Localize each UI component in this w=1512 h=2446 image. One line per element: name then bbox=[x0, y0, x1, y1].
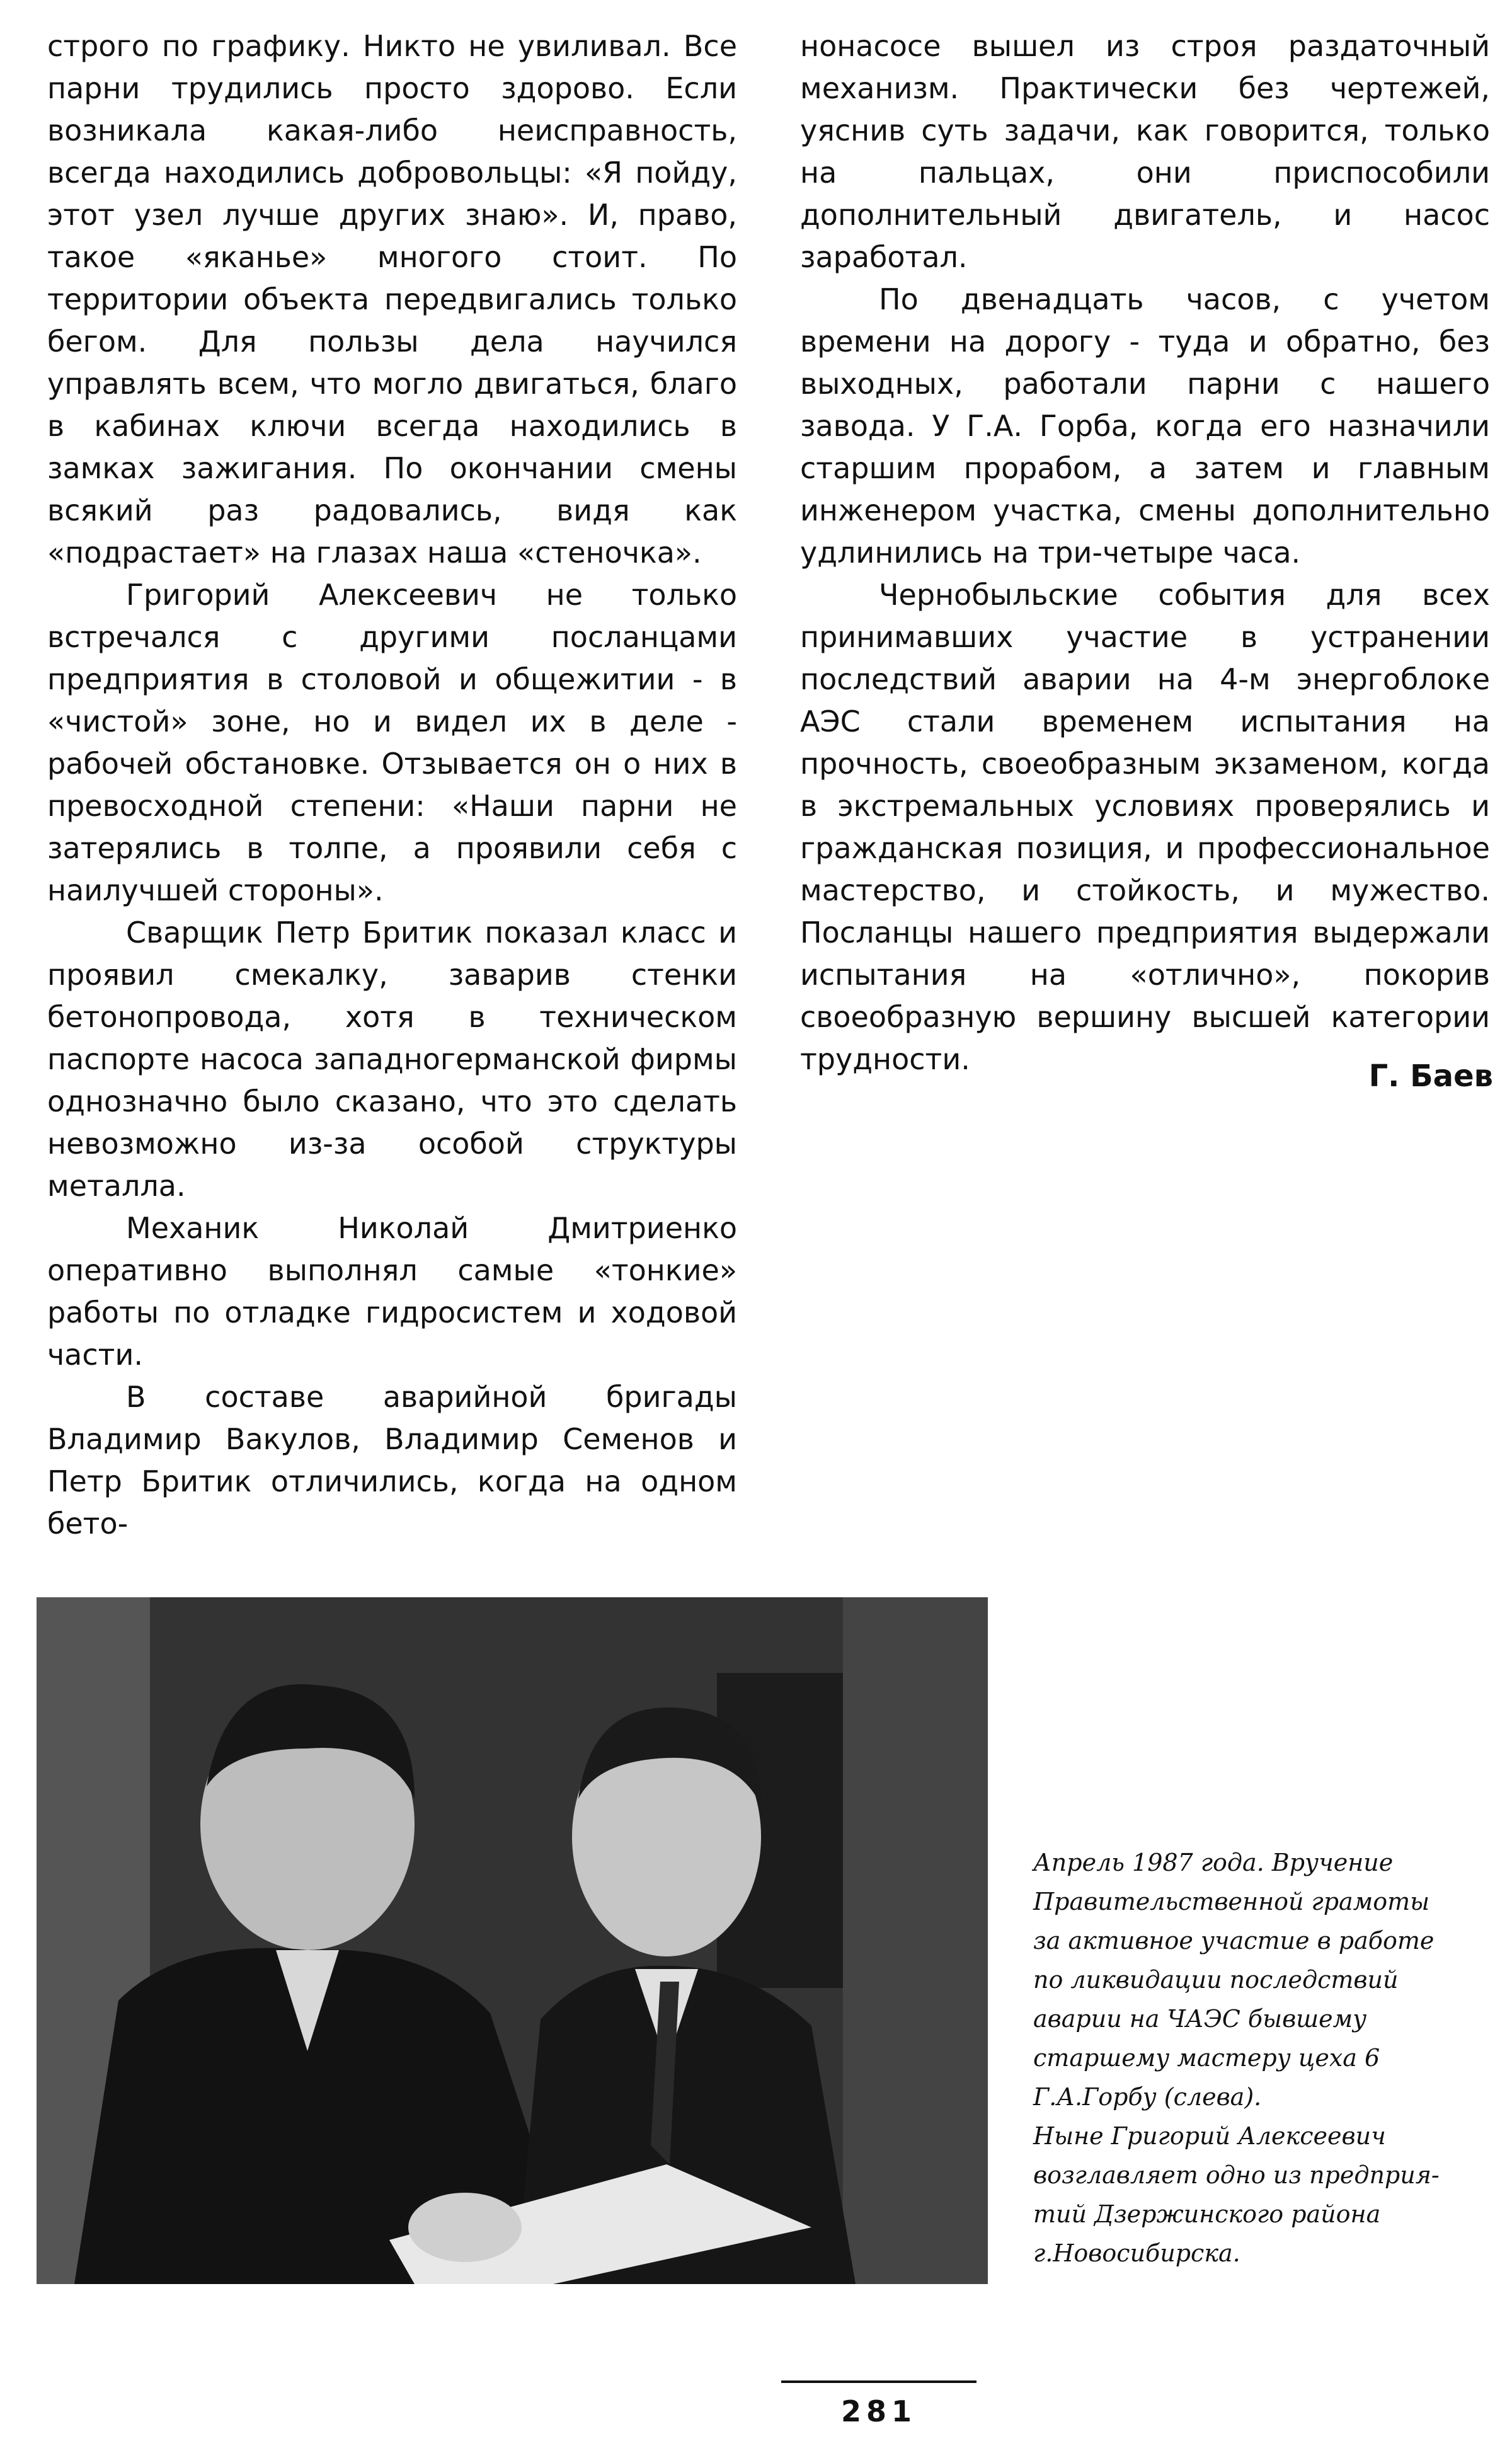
caption-line: г.Новосибирска. bbox=[1033, 2239, 1240, 2267]
paragraph: Сварщик Петр Бритик показал класс и проявил смекалку, заварив стенки бетонопровода, хотя в техническом паспорте насоса западногерманской фирмы однозначно было сказано, что это сделать невозможно из-за особой структуры металла. bbox=[47, 916, 737, 1203]
caption-line: Правительственной грамоты bbox=[1033, 1888, 1430, 1915]
paragraph: строго по графику. Никто не увиливал. Все парни трудились просто здорово. Если возникала какая-либо неисправность, всегда находились добровольцы: «Я пойду, этот узел лучше других знаю». И, право, такое «яканье» многого стоит. По территории объекта передвигались только бегом. Для пользы дела научился управлять всем, что могло двигаться, благо в кабинах ключи всегда находились в замках зажигания. По окончании смены всякий раз радовались, видя как «подрастает» на глазах наша «стеночка». bbox=[47, 29, 737, 570]
paragraph: В составе аварийной бригады Владимир Вакулов, Владимир Семенов и Петр Бритик отличились, когда на одном бето- bbox=[47, 1380, 737, 1541]
author-signature: Г. Баев bbox=[1368, 1059, 1493, 1094]
paragraph: Чернобыльские события для всех принимавших участие в устранении последствий аварии на 4-м энергоблоке АЭС стали временем испытания на прочность, своеобразным экзаменом, когда в экстремальных условиях проверялись и гражданская позиция, и профессиональное мастерство, и стойкость, и мужество. Посланцы нашего предприятия выдержали испытания на «отлично», покорив своеобразную вершину высшей категории трудности. bbox=[800, 578, 1490, 1076]
caption-line: тий Дзержинского района bbox=[1033, 2200, 1381, 2228]
photo-caption bbox=[1033, 1843, 1499, 2273]
paragraph: Механик Николай Дмитриенко оперативно выполнял самые «тонкие» работы по отладке гидросистем и ходовой части. bbox=[47, 1211, 737, 1372]
footer-rule bbox=[781, 2380, 976, 2383]
caption-line: старшему мастеру цеха 6 bbox=[1033, 2044, 1380, 2072]
right-column bbox=[800, 25, 1490, 1081]
caption-line: Апрель 1987 года. Вручение bbox=[1033, 1849, 1394, 1876]
caption-line: возглавляет одно из предприя- bbox=[1033, 2161, 1440, 2189]
caption-line: аварии на ЧАЭС бывшему bbox=[1033, 2005, 1367, 2033]
award-photo bbox=[37, 1597, 988, 2284]
left-column bbox=[47, 25, 737, 1545]
paragraph: По двенадцать часов, с учетом времени на дорогу - туда и обратно, без выходных, работали парни с нашего завода. У Г.А. Горба, когда его назначили старшим прорабом, а затем и главным инженером участка, смены дополнительно удлинились на три-четыре часа. bbox=[800, 282, 1490, 570]
caption-line: Г.А.Горбу (слева). bbox=[1033, 2083, 1262, 2111]
caption-line: за активное участие в работе bbox=[1033, 1927, 1435, 1955]
paragraph: Григорий Алексеевич не только встречался с другими посланцами предприятия в столовой и общежитии - в «чистой» зоне, но и видел их в деле - рабочей обстановке. Отзывается он о них в превосходной степени: «Наши парни не затерялись в толпе, а проявили себя с наилучшей стороны». bbox=[47, 578, 737, 907]
caption-line: Ныне Григорий Алексеевич bbox=[1033, 2122, 1386, 2150]
caption-line: по ликвидации последствий bbox=[1033, 1966, 1399, 1994]
paragraph: нонасосе вышел из строя раздаточный механизм. Практически без чертежей, уяснив суть задачи, как говорится, только на пальцах, они приспособили дополнительный двигатель, и насос заработал. bbox=[800, 29, 1490, 274]
page-number: 281 bbox=[840, 2394, 917, 2428]
photo-illustration bbox=[37, 1597, 988, 2284]
